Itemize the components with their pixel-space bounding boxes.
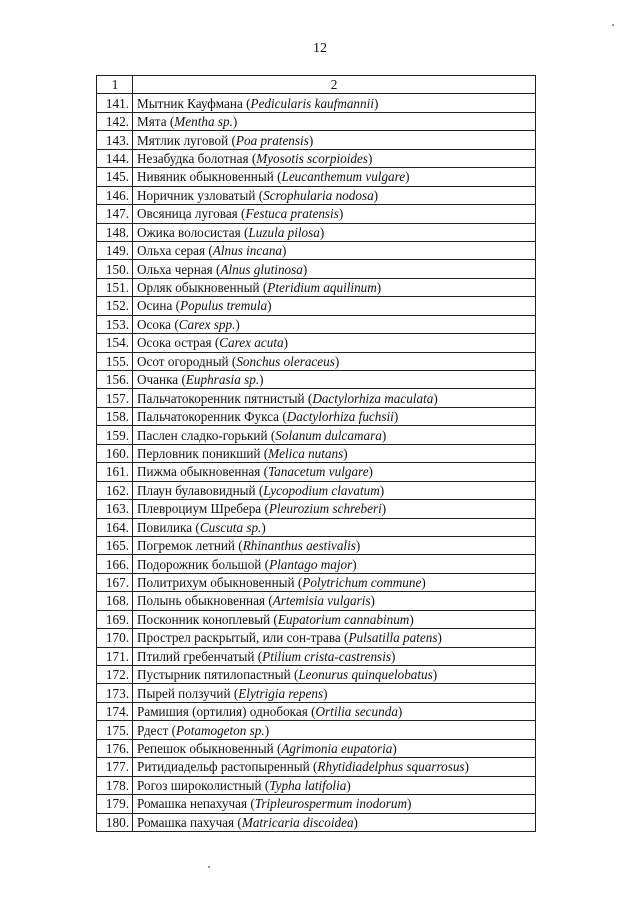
common-name: Перловник поникший bbox=[137, 445, 261, 461]
latin-name: Elytrigia repens bbox=[238, 685, 324, 701]
common-name: Посконник коноплевый bbox=[137, 611, 271, 627]
table-row bbox=[97, 666, 536, 684]
species-name-cell: Ритидиадельф растопыренный (Rhytidiadelphus squarrosus) bbox=[133, 758, 536, 776]
table-row bbox=[97, 500, 536, 518]
species-name-cell: Повилика (Cuscuta sp.) bbox=[133, 518, 536, 536]
row-number: 158. bbox=[97, 407, 133, 425]
species-name-cell: Очанка (Euphrasia sp.) bbox=[133, 371, 536, 389]
row-number: 164. bbox=[97, 518, 133, 536]
species-name-cell: Политрихум обыкновенный (Polytrichum commune) bbox=[133, 573, 536, 591]
species-name-cell: Незабудка болотная (Myosotis scorpioides) bbox=[133, 149, 536, 167]
table-row bbox=[97, 721, 536, 739]
latin-name: Ortilia secunda bbox=[315, 704, 398, 720]
common-name: Осот огородный bbox=[137, 353, 229, 369]
row-number: 171. bbox=[97, 647, 133, 665]
common-name: Ромашка пахучая bbox=[137, 814, 235, 830]
latin-name: Alnus glutinosa bbox=[220, 261, 303, 277]
common-name: Ольха серая bbox=[137, 243, 206, 259]
row-number: 166. bbox=[97, 555, 133, 573]
species-name-cell: Осока острая (Carex acuta) bbox=[133, 334, 536, 352]
row-number: 156. bbox=[97, 371, 133, 389]
species-name-cell: Мятлик луговой (Poa pratensis) bbox=[133, 131, 536, 149]
latin-name: Agrimonia eupatoria bbox=[281, 740, 393, 756]
scan-speck bbox=[612, 24, 614, 26]
common-name: Осока острая bbox=[137, 335, 212, 351]
table-row bbox=[97, 168, 536, 186]
row-number: 150. bbox=[97, 260, 133, 278]
row-number: 162. bbox=[97, 481, 133, 499]
row-number: 176. bbox=[97, 739, 133, 757]
common-name: Пустырник пятилопастный bbox=[137, 667, 291, 683]
species-name-cell: Посконник коноплевый (Eupatorium cannabinum) bbox=[133, 610, 536, 628]
common-name: Норичник узловатый bbox=[137, 187, 256, 203]
common-name: Прострел раскрытый, или сон-трава bbox=[137, 630, 341, 646]
latin-name: Myosotis scorpioides bbox=[256, 150, 368, 166]
latin-name: Mentha sp. bbox=[174, 114, 233, 130]
row-number: 168. bbox=[97, 592, 133, 610]
species-name-cell: Рамишия (ортилия) однобокая (Ortilia secunda) bbox=[133, 702, 536, 720]
species-name-cell: Рдест (Potamogeton sp.) bbox=[133, 721, 536, 739]
latin-name: Matricaria discoidea bbox=[241, 814, 354, 830]
table-row bbox=[97, 223, 536, 241]
table-row bbox=[97, 776, 536, 794]
scan-speck bbox=[208, 866, 210, 868]
common-name: Ольха черная bbox=[137, 261, 213, 277]
common-name: Плевроциум Шребера bbox=[137, 501, 262, 517]
table-row bbox=[97, 518, 536, 536]
species-name-cell: Рогоз широколистный (Typha latifolia) bbox=[133, 776, 536, 794]
common-name: Погремок летний bbox=[137, 538, 235, 554]
latin-name: Rhinanthus aestivalis bbox=[242, 538, 356, 554]
latin-name: Carex acuta bbox=[219, 335, 284, 351]
row-number: 154. bbox=[97, 334, 133, 352]
species-name-cell: Пустырник пятилопастный (Leonurus quinquelobatus) bbox=[133, 666, 536, 684]
common-name: Паслен сладко-горький bbox=[137, 427, 268, 443]
latin-name: Cuscuta sp. bbox=[199, 519, 262, 535]
row-number: 163. bbox=[97, 500, 133, 518]
latin-name: Scrophularia nodosa bbox=[263, 187, 374, 203]
latin-name: Typha latifolia bbox=[269, 777, 347, 793]
species-name-cell: Прострел раскрытый, или сон-трава (Pulsatilla patens) bbox=[133, 629, 536, 647]
latin-name: Pedicularis kaufmannii bbox=[250, 95, 374, 111]
species-name-cell: Пальчатокоренник пятнистый (Dactylorhiza maculata) bbox=[133, 389, 536, 407]
species-name-cell: Ромашка непахучая (Tripleurospermum inodorum) bbox=[133, 795, 536, 813]
common-name: Мята bbox=[137, 114, 167, 130]
latin-name: Carex spp. bbox=[178, 316, 236, 332]
common-name: Очанка bbox=[137, 372, 179, 388]
common-name: Репешок обыкновенный bbox=[137, 740, 274, 756]
row-number: 152. bbox=[97, 297, 133, 315]
common-name: Осина bbox=[137, 298, 173, 314]
table-row bbox=[97, 149, 536, 167]
row-number: 175. bbox=[97, 721, 133, 739]
latin-name: Solanum dulcamara bbox=[275, 427, 382, 443]
row-number: 155. bbox=[97, 352, 133, 370]
species-name-cell: Полынь обыкновенная (Artemisia vulgaris) bbox=[133, 592, 536, 610]
common-name: Мятлик луговой bbox=[137, 132, 229, 148]
row-number: 141. bbox=[97, 94, 133, 112]
latin-name: Polytrichum commune bbox=[302, 575, 422, 591]
common-name: Рдест bbox=[137, 722, 169, 738]
table-row bbox=[97, 629, 536, 647]
species-name-cell: Ольха серая (Alnus incana) bbox=[133, 241, 536, 259]
species-name-cell: Перловник поникший (Melica nutans) bbox=[133, 444, 536, 462]
species-name-cell: Нивяник обыкновенный (Leucanthemum vulgare) bbox=[133, 168, 536, 186]
species-name-cell: Ожика волосистая (Luzula pilosa) bbox=[133, 223, 536, 241]
latin-name: Lycopodium clavatum bbox=[263, 482, 380, 498]
row-number: 180. bbox=[97, 813, 133, 831]
page-number: 12 bbox=[313, 41, 327, 56]
row-number: 174. bbox=[97, 702, 133, 720]
common-name: Пальчатокоренник пятнистый bbox=[137, 390, 305, 406]
table-row bbox=[97, 371, 536, 389]
latin-name: Leonurus quinquelobatus bbox=[298, 667, 433, 683]
latin-name: Alnus incana bbox=[212, 243, 283, 259]
species-name-cell: Пижма обыкновенная (Tanacetum vulgare) bbox=[133, 463, 536, 481]
table-row bbox=[97, 610, 536, 628]
species-name-cell: Плаун булавовидный (Lycopodium clavatum) bbox=[133, 481, 536, 499]
table-row bbox=[97, 739, 536, 757]
common-name: Незабудка болотная bbox=[137, 150, 249, 166]
table-row bbox=[97, 426, 536, 444]
common-name: Политрихум обыкновенный bbox=[137, 575, 295, 591]
row-number: 173. bbox=[97, 684, 133, 702]
table-row bbox=[97, 297, 536, 315]
species-name-cell: Осина (Populus tremula) bbox=[133, 297, 536, 315]
row-number: 172. bbox=[97, 666, 133, 684]
row-number: 160. bbox=[97, 444, 133, 462]
table-row bbox=[97, 94, 536, 112]
row-number: 167. bbox=[97, 573, 133, 591]
row-number: 147. bbox=[97, 205, 133, 223]
common-name: Ритидиадельф растопыренный bbox=[137, 759, 310, 775]
species-name-cell: Норичник узловатый (Scrophularia nodosa) bbox=[133, 186, 536, 204]
common-name: Повилика bbox=[137, 519, 193, 535]
common-name: Рогоз широколистный bbox=[137, 777, 262, 793]
common-name: Осока bbox=[137, 316, 172, 332]
common-name: Пальчатокоренник Фукса bbox=[137, 409, 280, 425]
latin-name: Festuca pratensis bbox=[245, 206, 339, 222]
table-row bbox=[97, 536, 536, 554]
common-name: Подорожник большой bbox=[137, 556, 262, 572]
table-row bbox=[97, 592, 536, 610]
latin-name: Dactylorhiza fuchsii bbox=[286, 409, 394, 425]
latin-name: Populus tremula bbox=[180, 298, 268, 314]
common-name: Овсяница луговая bbox=[137, 206, 238, 222]
table-row bbox=[97, 647, 536, 665]
table-row bbox=[97, 186, 536, 204]
species-name-cell: Осока (Carex spp.) bbox=[133, 315, 536, 333]
latin-name: Pleurozium schreberi bbox=[268, 501, 382, 517]
common-name: Ожика волосистая bbox=[137, 224, 241, 240]
species-name-cell: Подорожник большой (Plantago major) bbox=[133, 555, 536, 573]
species-name-cell: Ромашка пахучая (Matricaria discoidea) bbox=[133, 813, 536, 831]
table-row bbox=[97, 334, 536, 352]
table-row bbox=[97, 260, 536, 278]
row-number: 165. bbox=[97, 536, 133, 554]
row-number: 148. bbox=[97, 223, 133, 241]
latin-name: Plantago major bbox=[269, 556, 353, 572]
row-number: 153. bbox=[97, 315, 133, 333]
table-row bbox=[97, 131, 536, 149]
row-number: 144. bbox=[97, 149, 133, 167]
row-number: 177. bbox=[97, 758, 133, 776]
table-row bbox=[97, 758, 536, 776]
table-row bbox=[97, 702, 536, 720]
latin-name: Luzula pilosa bbox=[248, 224, 320, 240]
latin-name: Pulsatilla patens bbox=[348, 630, 438, 646]
species-name-cell: Пальчатокоренник Фукса (Dactylorhiza fuchsii) bbox=[133, 407, 536, 425]
common-name: Пижма обыкновенная bbox=[137, 464, 261, 480]
common-name: Пырей ползучий bbox=[137, 685, 231, 701]
common-name: Плаун булавовидный bbox=[137, 482, 256, 498]
row-number: 170. bbox=[97, 629, 133, 647]
species-name-cell: Мытник Кауфмана (Pedicularis kaufmannii) bbox=[133, 94, 536, 112]
species-name-cell: Осот огородный (Sonchus oleraceus) bbox=[133, 352, 536, 370]
species-name-cell: Пырей ползучий (Elytrigia repens) bbox=[133, 684, 536, 702]
table-row bbox=[97, 573, 536, 591]
species-name-cell: Мята (Mentha sp.) bbox=[133, 112, 536, 130]
table-row bbox=[97, 481, 536, 499]
common-name: Полынь обыкновенная bbox=[137, 593, 266, 609]
table-row bbox=[97, 555, 536, 573]
row-number: 157. bbox=[97, 389, 133, 407]
latin-name: Artemisia vulgaris bbox=[272, 593, 371, 609]
species-table-body bbox=[97, 76, 536, 832]
table-row bbox=[97, 684, 536, 702]
species-name-cell: Ольха черная (Alnus glutinosa) bbox=[133, 260, 536, 278]
latin-name: Eupatorium cannabinum bbox=[277, 611, 410, 627]
common-name: Мытник Кауфмана bbox=[137, 95, 243, 111]
row-number: 179. bbox=[97, 795, 133, 813]
row-number: 145. bbox=[97, 168, 133, 186]
species-name-cell: Птилий гребенчатый (Ptilium crista-castrensis) bbox=[133, 647, 536, 665]
row-number: 143. bbox=[97, 131, 133, 149]
row-number: 161. bbox=[97, 463, 133, 481]
common-name: Рамишия (ортилия) однобокая bbox=[137, 704, 308, 720]
latin-name: Tripleurospermum inodorum bbox=[254, 796, 408, 812]
species-name-cell: Овсяница луговая (Festuca pratensis) bbox=[133, 205, 536, 223]
table-row bbox=[97, 389, 536, 407]
table-row bbox=[97, 795, 536, 813]
latin-name: Sonchus oleraceus bbox=[236, 353, 335, 369]
row-number: 149. bbox=[97, 241, 133, 259]
species-name-cell: Плевроциум Шребера (Pleurozium schreberi) bbox=[133, 500, 536, 518]
table-row bbox=[97, 352, 536, 370]
table-row bbox=[97, 241, 536, 259]
common-name: Ромашка непахучая bbox=[137, 796, 248, 812]
header-col-name: 2 bbox=[133, 76, 536, 94]
row-number: 169. bbox=[97, 610, 133, 628]
table-row bbox=[97, 205, 536, 223]
latin-name: Rhytidiadelphus squarrosus bbox=[317, 759, 465, 775]
row-number: 159. bbox=[97, 426, 133, 444]
latin-name: Melica nutans bbox=[268, 445, 344, 461]
row-number: 146. bbox=[97, 186, 133, 204]
latin-name: Ptilium crista-castrensis bbox=[262, 648, 391, 664]
common-name: Птилий гребенчатый bbox=[137, 648, 255, 664]
species-name-cell: Репешок обыкновенный (Agrimonia eupatoria) bbox=[133, 739, 536, 757]
table-row bbox=[97, 407, 536, 425]
latin-name: Pteridium aquilinum bbox=[267, 280, 377, 296]
table-row bbox=[97, 278, 536, 296]
latin-name: Leucanthemum vulgare bbox=[281, 169, 406, 185]
table-header-row bbox=[97, 76, 536, 94]
table-row bbox=[97, 463, 536, 481]
species-name-cell: Орляк обыкновенный (Pteridium aquilinum) bbox=[133, 278, 536, 296]
latin-name: Tanacetum vulgare bbox=[268, 464, 369, 480]
table-row bbox=[97, 315, 536, 333]
species-name-cell: Паслен сладко-горький (Solanum dulcamara) bbox=[133, 426, 536, 444]
row-number: 142. bbox=[97, 112, 133, 130]
latin-name: Euphrasia sp. bbox=[185, 372, 260, 388]
table-row bbox=[97, 112, 536, 130]
row-number: 178. bbox=[97, 776, 133, 794]
latin-name: Dactylorhiza maculata bbox=[312, 390, 434, 406]
row-number: 151. bbox=[97, 278, 133, 296]
latin-name: Poa pratensis bbox=[235, 132, 309, 148]
common-name: Орляк обыкновенный bbox=[137, 280, 260, 296]
latin-name: Potamogeton sp. bbox=[176, 722, 265, 738]
species-table bbox=[96, 75, 536, 832]
common-name: Нивяник обыкновенный bbox=[137, 169, 274, 185]
header-col-number: 1 bbox=[97, 76, 133, 94]
species-name-cell: Погремок летний (Rhinanthus aestivalis) bbox=[133, 536, 536, 554]
table-row bbox=[97, 813, 536, 831]
table-row bbox=[97, 444, 536, 462]
